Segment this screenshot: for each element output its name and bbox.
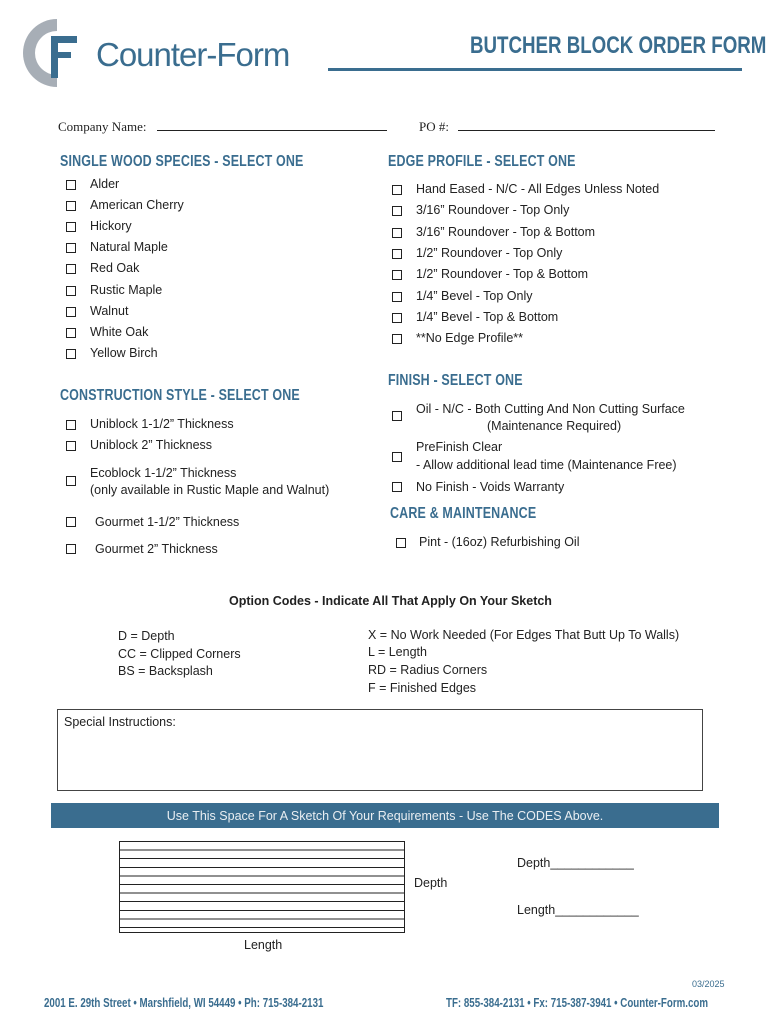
footer-contacts: TF: 855-384-2131 • Fx: 715-387-3941 • Counter-Form.com (446, 996, 709, 1010)
construction-style-heading: CONSTRUCTION STYLE - SELECT ONE (60, 387, 300, 404)
wood-checkbox[interactable] (66, 307, 76, 317)
logo-mark-icon (22, 18, 92, 88)
option-codes-title: Option Codes - Indicate All That Apply On Your Sketch (229, 594, 552, 608)
option-code: L = Length (368, 645, 427, 659)
option-code: X = No Work Needed (For Edges That Butt Up To Walls) (368, 628, 680, 642)
wood-option-label: American Cherry (90, 198, 184, 212)
wood-checkbox[interactable] (66, 286, 76, 296)
logo-text: Counter-Form (96, 36, 290, 73)
revision-date: 03/2025 (692, 979, 725, 989)
finish-prefinish-note: - Allow additional lead time (Maintenance Free) (416, 458, 677, 472)
sketch-depth-label: Depth (414, 876, 448, 890)
finish-heading: FINISH - SELECT ONE (388, 372, 523, 389)
footer-address: 2001 E. 29th Street • Marshfield, WI 54449 • Ph: 715-384-2131 (44, 996, 324, 1010)
construction-checkbox[interactable] (66, 476, 76, 486)
edge-option-label: 3/16” Roundover - Top & Bottom (416, 225, 596, 239)
finish-prefinish-checkbox[interactable] (392, 452, 402, 462)
edge-option-label: 1/4” Bevel - Top Only (416, 289, 533, 303)
option-code: D = Depth (118, 629, 175, 643)
wood-option-label: White Oak (90, 325, 149, 339)
option-code: F = Finished Edges (368, 681, 477, 695)
construction-checkbox[interactable] (66, 517, 76, 527)
wood-checkbox[interactable] (66, 243, 76, 253)
edge-checkbox[interactable] (392, 228, 402, 238)
wood-species-heading: SINGLE WOOD SPECIES - SELECT ONE (60, 153, 304, 170)
care-oil-label: Pint - (16oz) Refurbishing Oil (419, 535, 580, 549)
company-name-field[interactable] (157, 130, 387, 131)
header-rule (328, 68, 742, 71)
wood-checkbox[interactable] (66, 180, 76, 190)
construction-option-label: Gourmet 2” Thickness (95, 542, 218, 556)
sketch-length-blank: Length____________ (517, 903, 639, 917)
construction-option-label: Gourmet 1-1/2” Thickness (95, 515, 240, 529)
finish-oil-note: (Maintenance Required) (487, 419, 622, 433)
construction-checkbox[interactable] (66, 420, 76, 430)
wood-option-label: Hickory (90, 219, 132, 233)
wood-option-label: Alder (90, 177, 120, 191)
sketch-banner-text: Use This Space For A Sketch Of Your Requirements - Use The CODES Above. (166, 809, 604, 823)
edge-checkbox[interactable] (392, 185, 402, 195)
finish-none-label: No Finish - Voids Warranty (416, 480, 565, 494)
po-number-label: PO #: (419, 119, 449, 134)
option-code: BS = Backsplash (118, 664, 213, 678)
finish-oil-label: Oil - N/C - Both Cutting And Non Cutting Surface (416, 402, 685, 416)
sketch-length-label: Length (244, 938, 283, 952)
wood-option-label: Natural Maple (90, 240, 168, 254)
wood-checkbox[interactable] (66, 264, 76, 274)
edge-option-label: **No Edge Profile** (416, 331, 524, 345)
edge-checkbox[interactable] (392, 292, 402, 302)
special-instructions-label: Special Instructions: (64, 715, 176, 729)
logo (22, 18, 322, 88)
edge-option-label: 3/16” Roundover - Top Only (416, 203, 570, 217)
option-code: CC = Clipped Corners (118, 647, 241, 661)
wood-option-label: Rustic Maple (90, 283, 163, 297)
wood-option-label: Red Oak (90, 261, 140, 275)
finish-oil-checkbox[interactable] (392, 411, 402, 421)
construction-option-label: Ecoblock 1-1/2” Thickness (90, 466, 237, 480)
edge-profile-heading: EDGE PROFILE - SELECT ONE (388, 153, 576, 170)
edge-option-label: 1/4” Bevel - Top & Bottom (416, 310, 559, 324)
edge-checkbox[interactable] (392, 270, 402, 280)
option-code: RD = Radius Corners (368, 663, 488, 677)
wood-checkbox[interactable] (66, 201, 76, 211)
wood-checkbox[interactable] (66, 222, 76, 232)
edge-option-label: 1/2” Roundover - Top & Bottom (416, 267, 589, 281)
wood-checkbox[interactable] (66, 328, 76, 338)
finish-none-checkbox[interactable] (392, 482, 402, 492)
wood-checkbox[interactable] (66, 349, 76, 359)
construction-checkbox[interactable] (66, 441, 76, 451)
edge-option-label: Hand Eased - N/C - All Edges Unless Noted (416, 182, 660, 196)
construction-option-note: (only available in Rustic Maple and Walnut) (90, 483, 330, 497)
form-title: BUTCHER BLOCK ORDER FORM (470, 32, 767, 59)
wood-option-label: Walnut (90, 304, 129, 318)
wood-option-label: Yellow Birch (90, 346, 158, 360)
edge-checkbox[interactable] (392, 206, 402, 216)
edge-checkbox[interactable] (392, 334, 402, 344)
edge-checkbox[interactable] (392, 249, 402, 259)
company-name-label: Company Name: (58, 119, 147, 134)
po-number-field[interactable] (458, 130, 715, 131)
care-maintenance-heading: CARE & MAINTENANCE (390, 505, 537, 522)
sketch-depth-blank: Depth____________ (517, 856, 634, 870)
edge-checkbox[interactable] (392, 313, 402, 323)
construction-checkbox[interactable] (66, 544, 76, 554)
care-oil-checkbox[interactable] (396, 538, 406, 548)
construction-option-label: Uniblock 1-1/2” Thickness (90, 417, 234, 431)
construction-option-label: Uniblock 2” Thickness (90, 438, 213, 452)
sketch-grid[interactable] (119, 841, 405, 933)
finish-prefinish-label: PreFinish Clear (416, 440, 503, 454)
edge-option-label: 1/2” Roundover - Top Only (416, 246, 563, 260)
